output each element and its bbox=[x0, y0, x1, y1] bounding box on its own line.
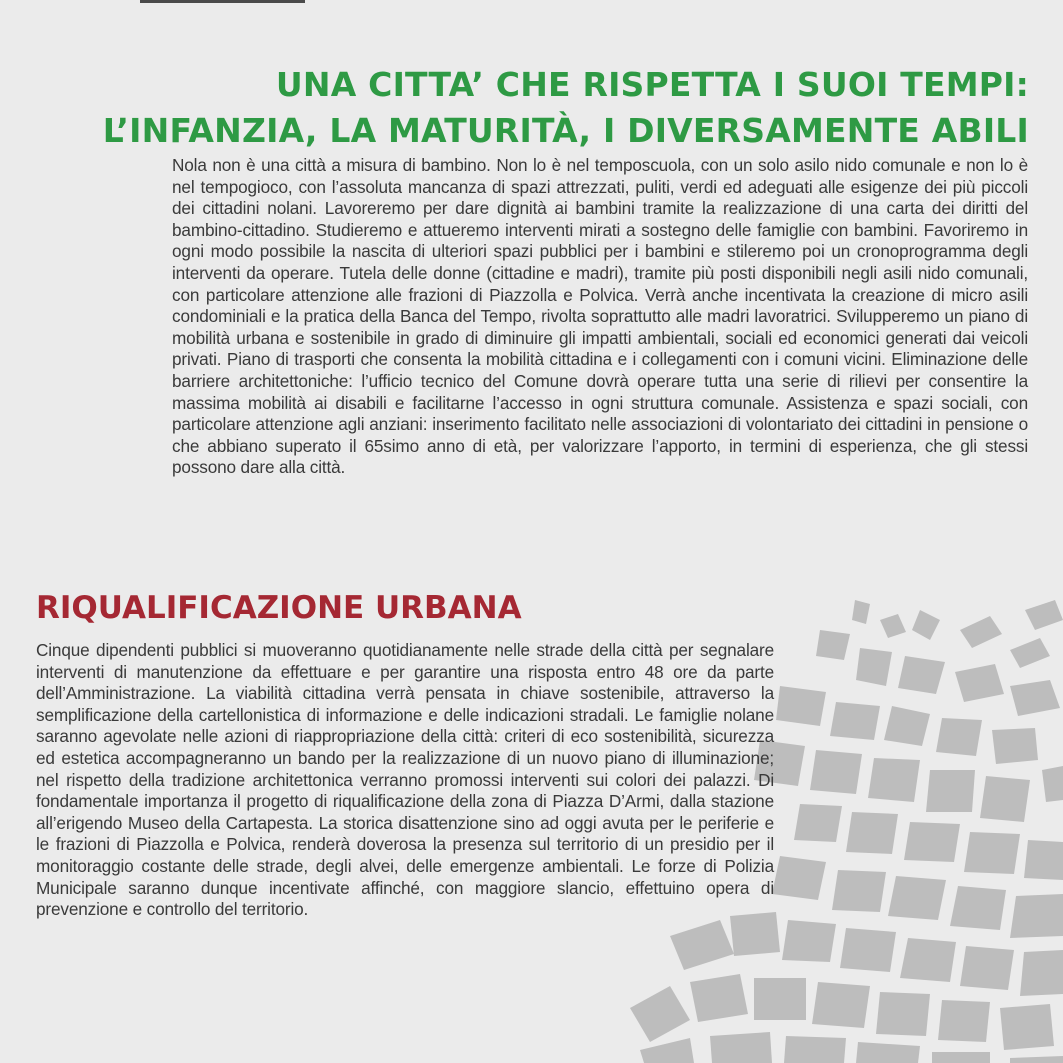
section-title-infanzia bbox=[103, 62, 1029, 154]
title-line-2: L’INFANZIA, LA MATURITÀ, I DIVERSAMENTE ABILI bbox=[102, 111, 1029, 150]
section-body-riqualificazione: Cinque dipendenti pubblici si muoveranno quotidianamente nelle strade della città per segnalare interventi di manutenzione da effettuare e per garantire una risposta entro 48 ore da parte dell’Amministrazione. La viabilità cittadina verrà pensata in chiave sostenibile, attraverso la semplificazione della cartellonistica di informazione e delle indicazioni stradali. Le famiglie nolane saranno agevolate nelle azioni di riappropriazione della città: criteri di eco sostenibilità, sicurezza ed estetica accompagneranno un bando per la realizzazione di un nuovo piano di illuminazione; nel rispetto della tradizione architettonica verranno promossi interventi sui colori dei palazzi. Di fondamentale importanza il progetto di riqualificazione della zona di Piazza D’Armi, dalla stazione all’erigendo Museo della Cartapesta. La storica disattenzione sino ad oggi avuta per le periferie e le frazioni di Piazzolla e Polvica, renderà doverosa la presenza sul territorio di un presidio per il monitoraggio costante delle strade, degli alvei, delle emergenze ambientali. Le forze di Polizia Municipale saranno dunque incentivate affinché, con maggiore slancio, effettuino opera di prevenzione e controllo del territorio. bbox=[36, 640, 774, 920]
section-body-infanzia: Nola non è una città a misura di bambino. Non lo è nel temposcuola, con un solo asilo nido comunale e non lo è nel tempogioco, con l’assoluta mancanza di spazi attrezzati, puliti, verdi ed adeguati alle esigenze dei più piccoli dei cittadini nolani. Lavoreremo per dare dignità ai bambini tramite la realizzazione di una carta dei diritti del bambino-cittadino. Studieremo e attueremo interventi mirati a sostegno delle famiglie con bambini. Favoriremo in ogni modo possibile la nascita di ulteriori spazi pubblici per i bambini e stileremo poi un cronoprogramma degli interventi da operare. Tutela delle donne (cittadine e madri), tramite più posti disponibili negli asili nido comunali, con particolare attenzione alle frazioni di Piazzolla e Polvica. Verrà anche incentivata la creazione di micro asili condominiali e la pratica della Banca del Tempo, rivolta soprattutto alle madri lavoratrici. Svilupperemo un piano di mobilità urbana e sostenibile in grado di diminuire gli impatti ambientali, sociali ed economici generati dai veicoli privati. Piano di trasporti che consenta la mobilità cittadina e i collegamenti con i comuni vicini. Eliminazione delle barriere architettoniche: l’ufficio tecnico del Comune dovrà operare tutta una serie di rilievi per consentire la massima mobilità ai disabili e facilitarne l’accesso in ogni struttura comunale. Assistenza e spazi sociali, con particolare attenzione agli anziani: inserimento facilitato nelle associazioni di volontariato dei cittadini in pensione o che abbiano superato il 65simo anno di età, per valorizzare l’apporto, in termini di esperienza, che gli stessi possono dare alla città. bbox=[172, 155, 1028, 478]
title-line-1: UNA CITTA’ CHE RISPETTA I SUOI TEMPI: bbox=[275, 65, 1029, 104]
top-decorative-bar bbox=[140, 0, 305, 3]
section-title-riqualificazione: RIQUALIFICAZIONE URBANA bbox=[36, 590, 522, 626]
